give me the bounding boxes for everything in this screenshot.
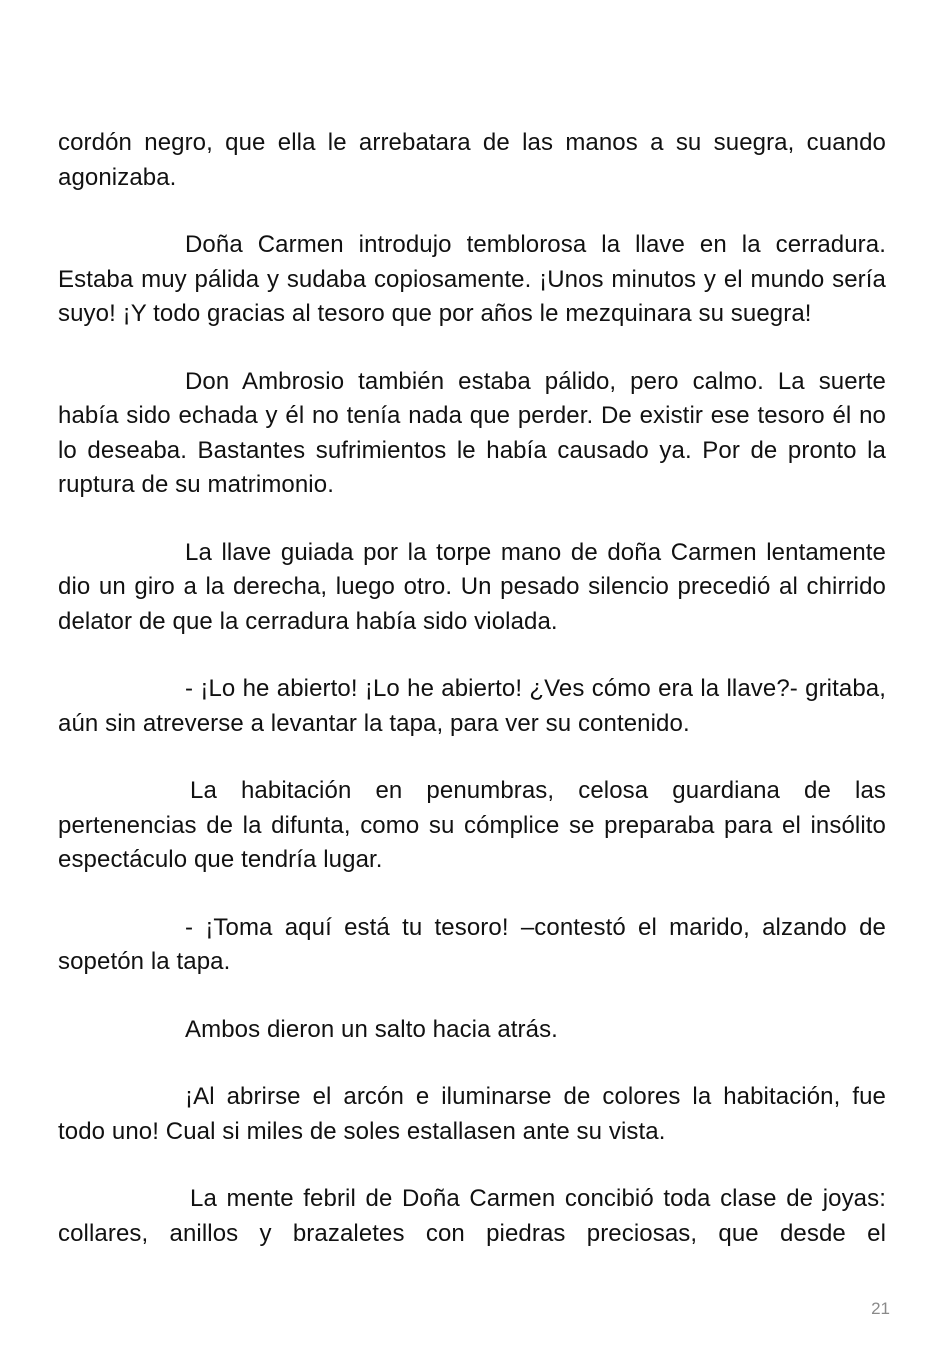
paragraph-4: La llave guiada por la torpe mano de doña Carmen lentamente dio un giro a la derecha, luego otro. Un pesado silencio precedió al chirrido delator de que la cerradura había sido violada. bbox=[58, 538, 886, 635]
paragraph-2: Doña Carmen introdujo temblorosa la llave en la cerradura. Estaba muy pálida y sudaba copiosamente. ¡Unos minutos y el mundo sería suyo! ¡Y todo gracias al tesoro que por años le mezquinara su suegra! bbox=[58, 231, 886, 327]
paragraph-6: La habitación en penumbras, celosa guardiana de las pertenencias de la difunta, como su cómplice se preparaba para el insólito espectáculo que tendría lugar. bbox=[58, 777, 886, 873]
page-number: 21 bbox=[871, 1299, 890, 1318]
paragraph-8: Ambos dieron un salto hacia atrás. bbox=[185, 1015, 558, 1043]
paragraph-5: - ¡Lo he abierto! ¡Lo he abierto! ¿Ves cómo era la llave?- gritaba, aún sin atreverse a levantar la tapa, para ver su contenido. bbox=[58, 675, 886, 737]
paragraph-9: ¡Al abrirse el arcón e iluminarse de colores la habitación, fue todo uno! Cual si miles de soles estallasen ante su vista. bbox=[58, 1083, 886, 1145]
paragraph-3: Don Ambrosio también estaba pálido, pero calmo. La suerte había sido echada y él no tenía nada que perder. De existir ese tesoro él no lo deseaba. Bastantes sufrimientos le había causado ya. Por de pronto la ruptura de su matrimonio. bbox=[58, 367, 886, 498]
body-text bbox=[58, 126, 886, 1284]
paragraph-1: cordón negro, que ella le arrebatara de las manos a su suegra, cuando agonizaba. bbox=[58, 129, 886, 191]
paragraph-10: La mente febril de Doña Carmen concibió toda clase de joyas: collares, anillos y brazaletes con piedras preciosas, que desde el bbox=[58, 1185, 886, 1247]
paragraph-7: - ¡Toma aquí está tu tesoro! –contestó el marido, alzando de sopetón la tapa. bbox=[58, 913, 886, 975]
